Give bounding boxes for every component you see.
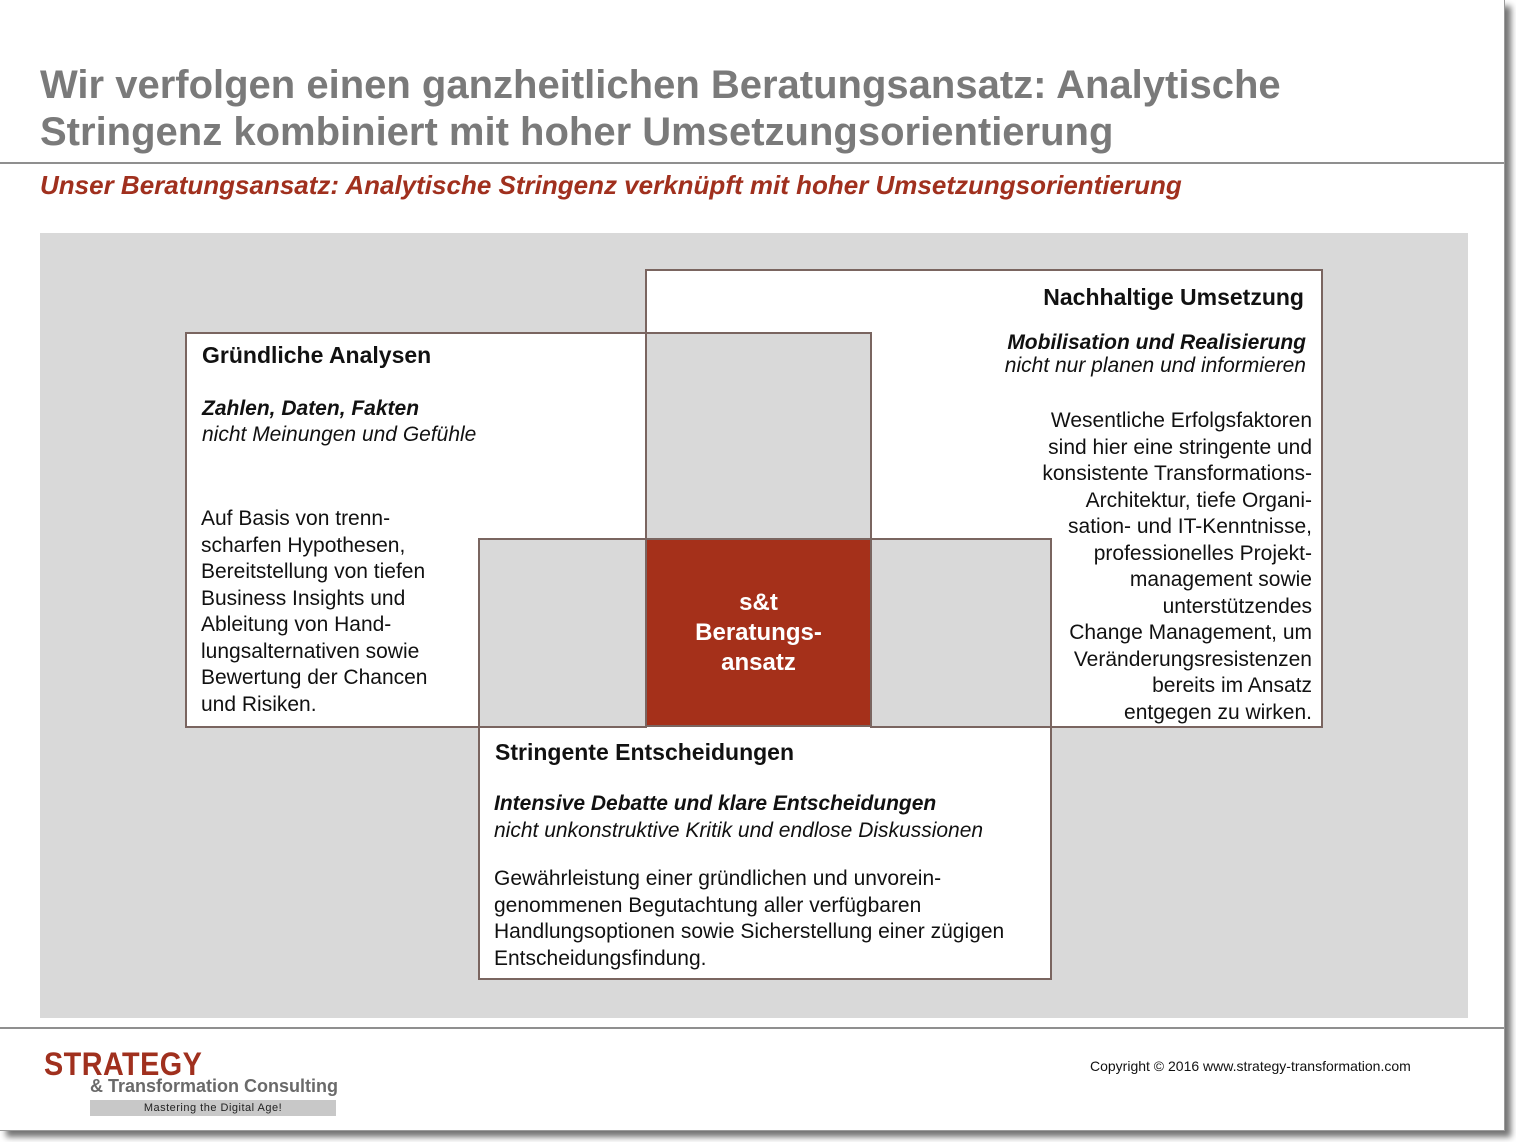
logo-strategy: STRATEGY (44, 1046, 203, 1082)
page-title: Wir verfolgen einen ganzheitlichen Beratungsansatz: Analytische Stringenz kombiniert mit hoher Umsetzungsorientierung (40, 63, 1281, 154)
umsetzung-body: Wesentliche Erfolgsfaktoren sind hier eine stringente und konsistente Transformations- Architektur, tiefe Organi- sation- und IT-Kenntnisse, professionelles Projekt- management sowie unterstützendes Change Management, um Veränderungsresistenzen bereits im Ansatz entgegen zu wirken. (1042, 409, 1312, 724)
logo-subtitle: & Transformation Consulting (90, 1076, 339, 1096)
footer-divider (0, 1027, 1504, 1029)
analysen-heading: Gründliche Analysen (202, 342, 432, 368)
entscheidungen-note: nicht unkonstruktive Kritik und endlose Diskussionen (494, 819, 984, 842)
umsetzung-heading: Nachhaltige Umsetzung (1043, 284, 1304, 310)
analysen-subheading: Zahlen, Daten, Fakten (202, 397, 420, 420)
overlap-analysen-umsetzung (645, 332, 872, 540)
overlap-analysen-entscheidungen (478, 538, 647, 728)
copyright-text: Copyright © 2016 www.strategy-transformation.com (1090, 1058, 1411, 1074)
title-divider (0, 162, 1504, 164)
entscheidungen-heading: Stringente Entscheidungen (495, 739, 795, 765)
analysen-note: nicht Meinungen und Gefühle (202, 423, 477, 446)
page-subtitle: Unser Beratungsansatz: Analytische Stringenz verknüpft mit hoher Umsetzungsorientierung (40, 170, 1182, 200)
center-label-text: s&t Beratungs- ansatz (695, 588, 822, 676)
umsetzung-note: nicht nur planen und informieren (1004, 354, 1306, 377)
entscheidungen-body: Gewährleistung einer gründlichen und unvorein- genommenen Begutachtung aller verfügbaren Handlungsoptionen sowie Sicherstellung einer zügigen Entscheidungsfindung. (494, 867, 1005, 970)
logo-tagline: Mastering the Digital Age! (90, 1100, 336, 1116)
center-approach-label (645, 538, 872, 727)
analysen-body: Auf Basis von trenn- scharfen Hypothesen, Bereitstellung von tiefen Business Insights und Ableitung von Hand- lungsalternativen sowie Bewertung der Chancen und Risiken. (201, 507, 428, 716)
umsetzung-subheading: Mobilisation und Realisierung (1007, 331, 1306, 354)
entscheidungen-subheading: Intensive Debatte und klare Entscheidungen (494, 792, 937, 815)
